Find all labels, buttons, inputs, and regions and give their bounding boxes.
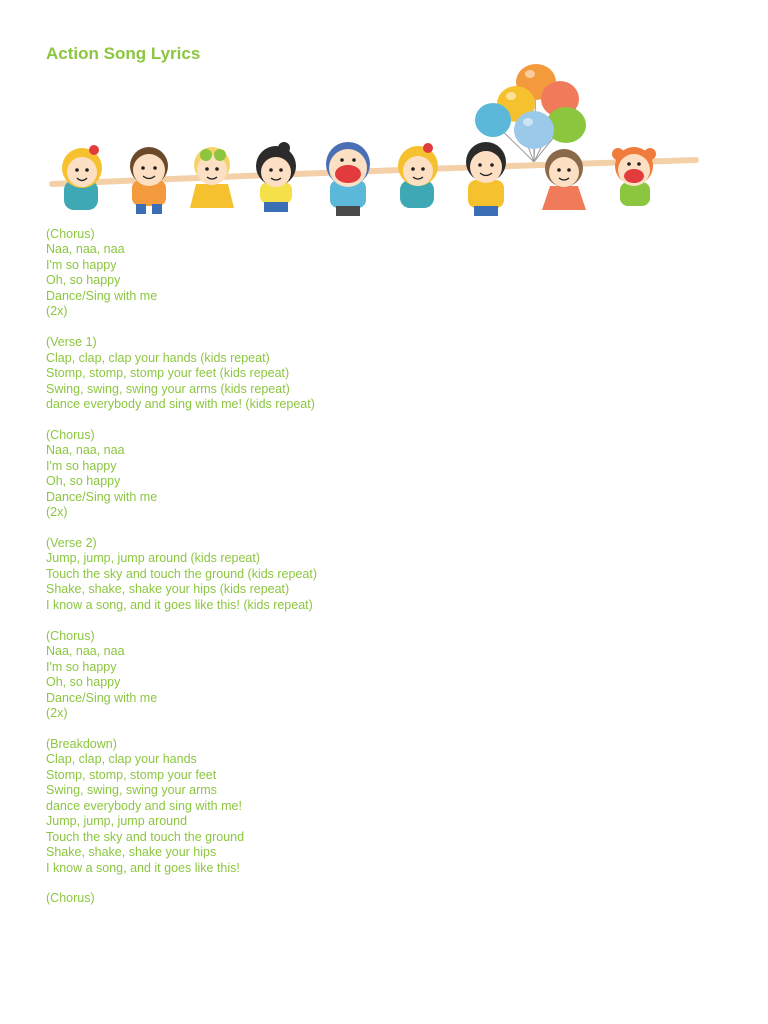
lyric-line: Dance/Sing with me xyxy=(46,690,158,705)
child-6-icon xyxy=(398,143,438,208)
lyric-line: (2x) xyxy=(46,705,68,720)
lyrics-stanza xyxy=(46,737,606,876)
lyrics-stanza xyxy=(46,536,606,613)
lyric-line: I'm so happy xyxy=(46,257,117,272)
lyric-line: (2x) xyxy=(46,304,68,319)
lyric-line: dance everybody and sing with me! xyxy=(46,798,242,813)
page-title: Action Song Lyrics xyxy=(46,44,201,63)
lyrics-stanza xyxy=(46,891,606,906)
lyric-line: Naa, naa, naa xyxy=(46,242,125,257)
lyric-line: Jump, jump, jump around xyxy=(46,814,188,829)
child-8-icon xyxy=(542,149,586,210)
lyric-line: Dance/Sing with me xyxy=(46,489,158,504)
lyric-line: (2x) xyxy=(46,505,68,520)
lyric-line: I know a song, and it goes like this! xyxy=(46,860,240,875)
lyric-line: Naa, naa, naa xyxy=(46,443,125,458)
lyric-line: Clap, clap, clap your hands xyxy=(46,752,197,767)
lyric-line: Swing, swing, swing your arms xyxy=(46,783,217,798)
lyric-line: Shake, shake, shake your hips (kids repeat) xyxy=(46,582,290,597)
lyrics-stanza xyxy=(46,629,606,722)
lyric-line: Oh, so happy xyxy=(46,675,121,690)
lyric-line: Oh, so happy xyxy=(46,273,121,288)
lyric-line: Stomp, stomp, stomp your feet (kids repeat) xyxy=(46,366,290,381)
stanza-heading: (Chorus) xyxy=(46,427,95,442)
lyric-line: Stomp, stomp, stomp your feet xyxy=(46,767,217,782)
stanza-heading: (Chorus) xyxy=(46,628,95,643)
lyric-line: Touch the sky and touch the ground (kids repeat) xyxy=(46,566,317,581)
lyric-line: I'm so happy xyxy=(46,659,117,674)
balloons-icon xyxy=(475,64,586,149)
lyric-line: I know a song, and it goes like this! (kids repeat) xyxy=(46,597,313,612)
stanza-heading: (Breakdown) xyxy=(46,736,117,751)
lyric-line: Swing, swing, swing your arms (kids repeat) xyxy=(46,381,290,396)
lyric-line: Clap, clap, clap your hands (kids repeat) xyxy=(46,350,270,365)
lyric-line: Oh, so happy xyxy=(46,474,121,489)
lyric-line: Shake, shake, shake your hips xyxy=(46,845,217,860)
lyrics-body xyxy=(46,227,606,922)
lyric-line: I'm so happy xyxy=(46,458,117,473)
children-balloons-illustration xyxy=(44,62,706,222)
lyric-line: Naa, naa, naa xyxy=(46,644,125,659)
lyrics-stanza xyxy=(46,335,606,412)
lyrics-stanza xyxy=(46,428,606,521)
lyrics-stanza xyxy=(46,227,606,320)
stanza-heading: (Verse 2) xyxy=(46,536,97,551)
child-1-icon xyxy=(62,145,102,210)
stanza-heading: (Verse 1) xyxy=(46,335,97,350)
child-4-icon xyxy=(256,142,296,212)
lyric-line: Dance/Sing with me xyxy=(46,288,158,303)
lyric-line: Touch the sky and touch the ground xyxy=(46,829,245,844)
stanza-heading: (Chorus) xyxy=(46,891,95,906)
lyric-line: dance everybody and sing with me! (kids repeat) xyxy=(46,396,315,411)
lyric-line: Jump, jump, jump around (kids repeat) xyxy=(46,551,260,566)
child-7-icon xyxy=(466,142,506,216)
stanza-heading: (Chorus) xyxy=(46,227,95,241)
child-5-icon xyxy=(326,142,370,216)
child-9-icon xyxy=(612,147,656,206)
